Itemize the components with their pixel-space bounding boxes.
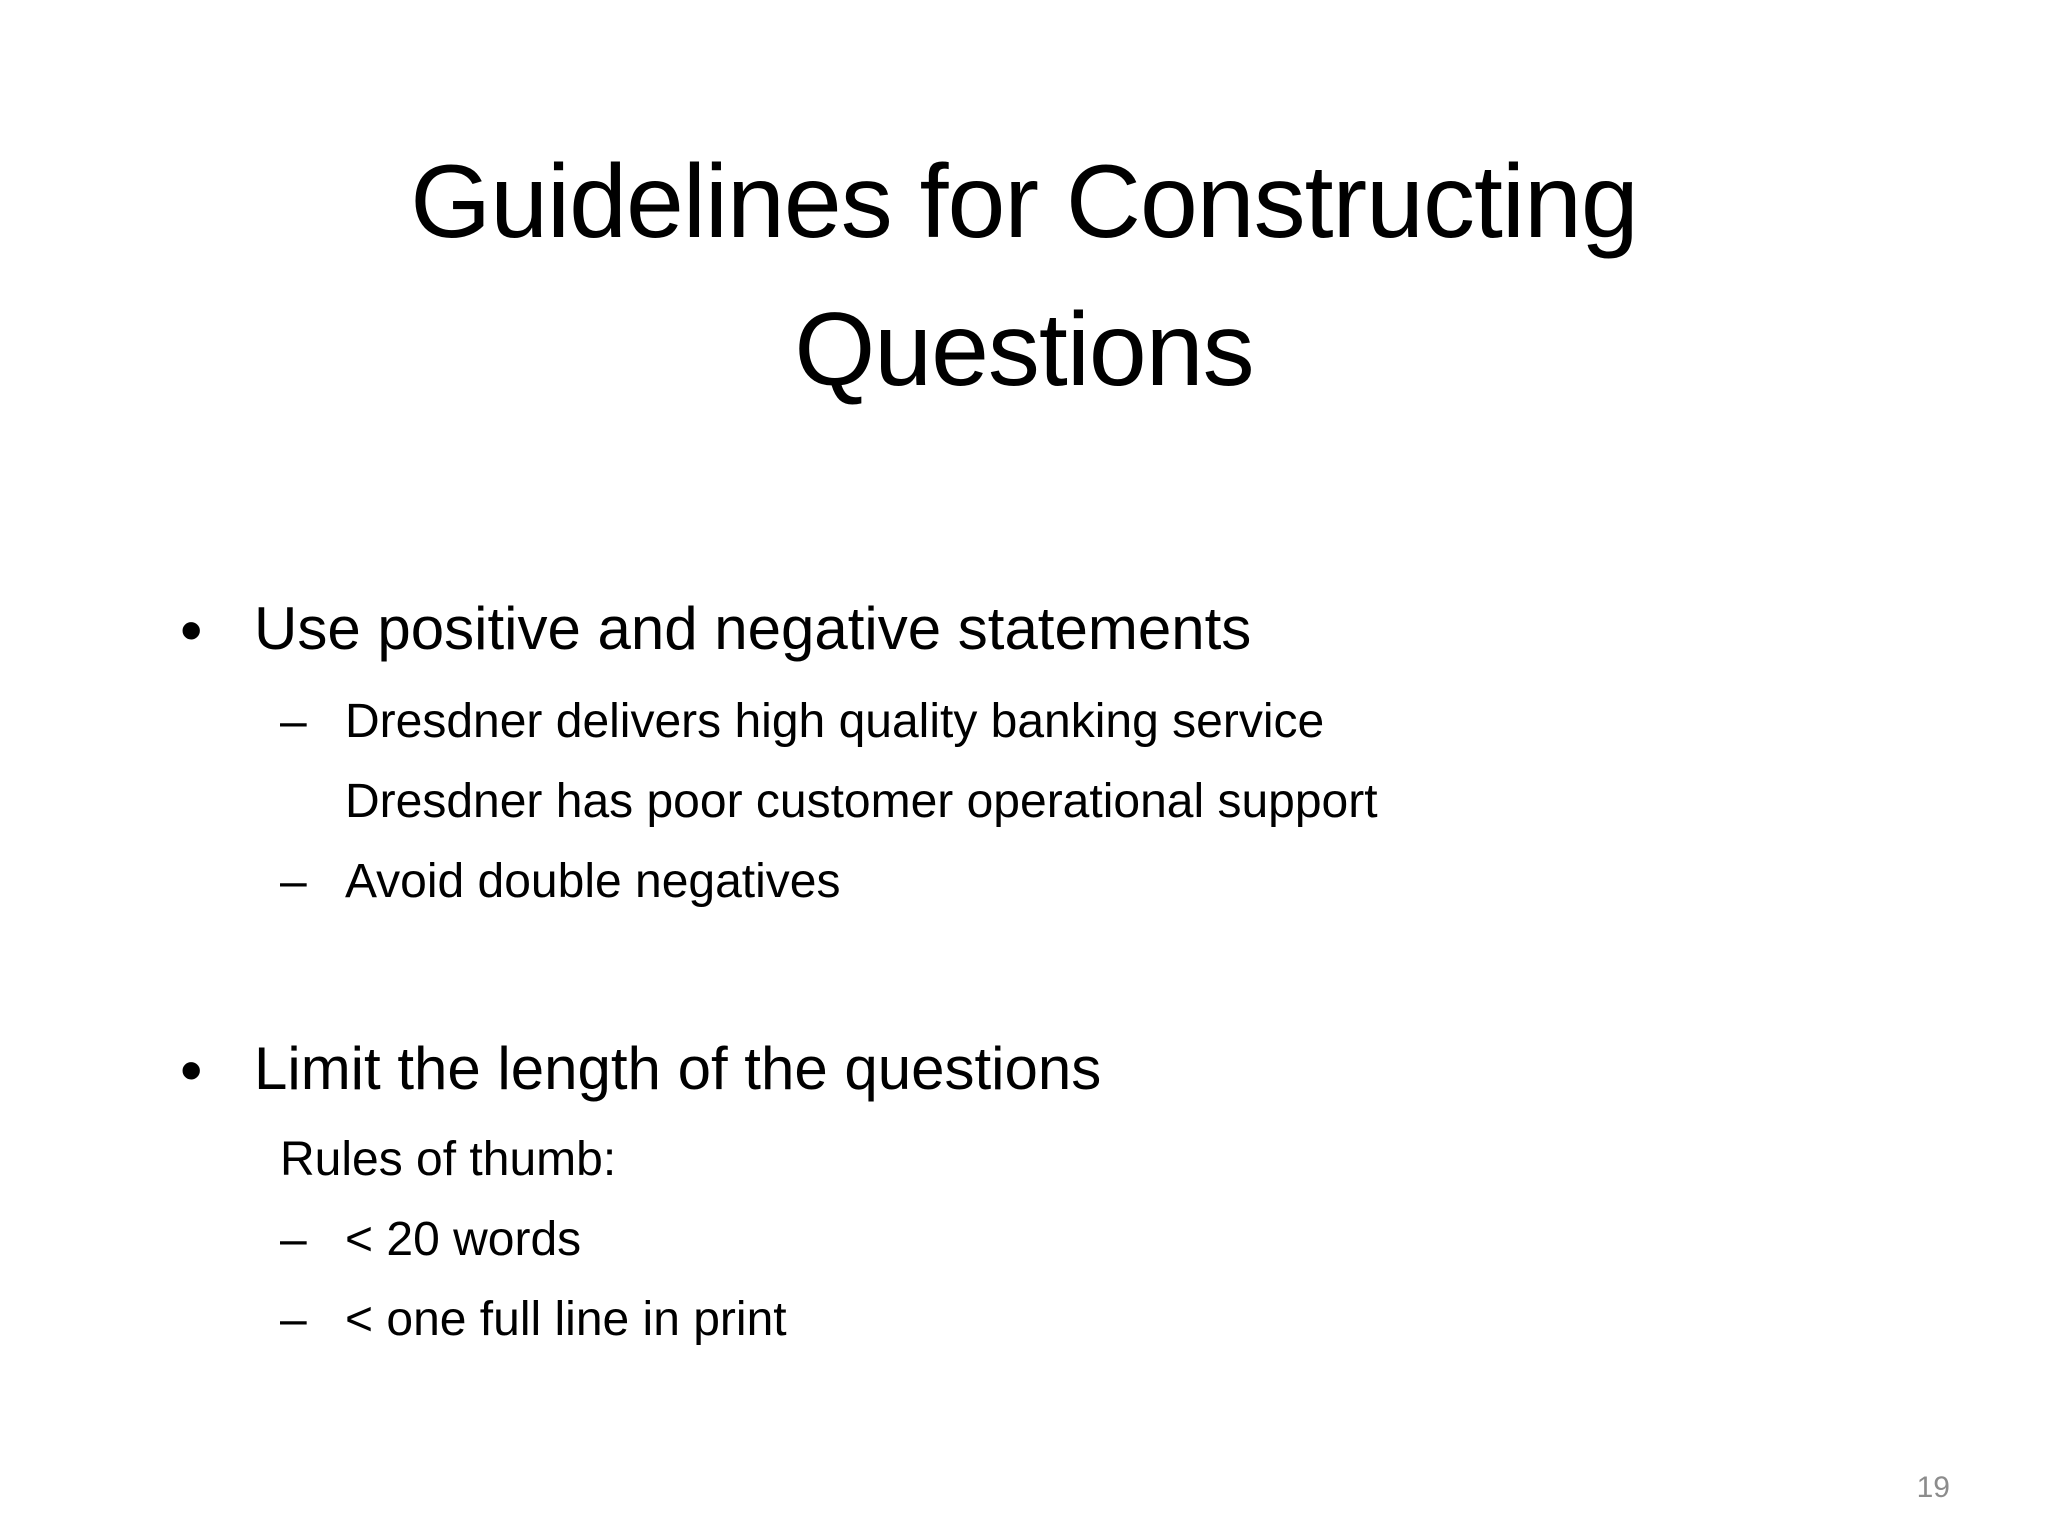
dash-marker: –	[280, 1213, 307, 1266]
dash-marker: –	[280, 855, 307, 908]
dash-marker: –	[280, 695, 307, 748]
bullet-marker: •	[180, 1034, 203, 1106]
slide-number: 19	[1916, 1471, 1950, 1504]
subitem-one-line: < one full line in print	[345, 1293, 787, 1346]
subitem-double-negatives: Avoid double negatives	[345, 855, 841, 908]
bullet-marker: •	[180, 594, 203, 666]
bullet-item-positive-negative: Use positive and negative statements	[254, 595, 1252, 662]
slide-title-line-2: Questions	[794, 292, 1254, 408]
bullet-item-limit-length: Limit the length of the questions	[254, 1035, 1102, 1102]
rules-of-thumb-label: Rules of thumb:	[280, 1133, 617, 1186]
slide-title-line-1: Guidelines for Constructing	[410, 144, 1638, 260]
subitem-twenty-words: < 20 words	[345, 1213, 582, 1266]
subitem-high-quality: Dresdner delivers high quality banking service	[345, 695, 1325, 748]
subitem-poor-support: Dresdner has poor customer operational support	[345, 775, 1378, 828]
dash-marker: –	[280, 1293, 307, 1346]
